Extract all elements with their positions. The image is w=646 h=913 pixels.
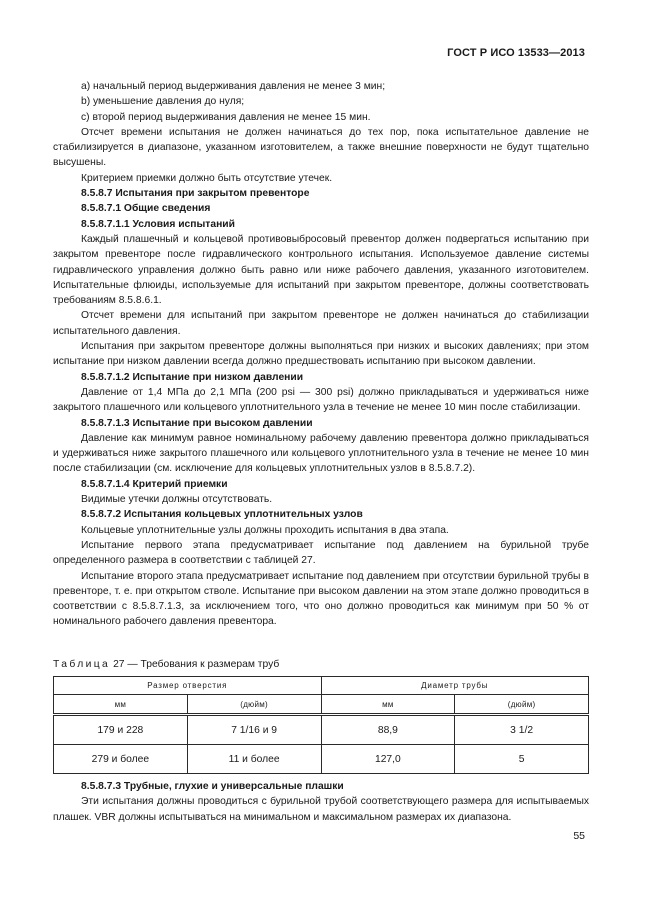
paragraph: Отсчет времени для испытаний при закрытом превенторе не должен начинаться до стабилизации испытательного давления. — [53, 310, 589, 337]
after-table-text — [53, 779, 589, 825]
list-item-c: с) второй период выдерживания давления не менее 15 мин. — [81, 111, 371, 123]
table-cell: 3 1/2 — [455, 715, 589, 745]
table-cell: 5 — [455, 745, 589, 774]
section-heading: 8.5.8.7.1.3 Испытание при высоком давлении — [81, 417, 313, 429]
pipe-size-table — [53, 676, 589, 774]
paragraph: Давление от 1,4 МПа до 2,1 МПа (200 psi — 300 psi) должно прикладываться и удерживаться ниже закрытого плашечного или кольцевого уплотнительного узла в течение не менее 10 мин после стабилизации. — [53, 386, 589, 414]
table-cell: 127,0 — [321, 745, 455, 774]
table-row — [54, 745, 589, 774]
paragraph: Кольцевые уплотнительные узлы должны проходить испытания в два этапа. — [81, 524, 449, 536]
paragraph: Испытание второго этапа предусматривает испытание под давлением при отсутствии бурильной трубы в превенторе, т. е. при открытом стволе. Испытание при высоком давлении на этом этапе должно проводиться в соответствии с 8.5.8.7.1.3, за исключением того, что оно должно проводиться как минимум при 50 % от номинального рабочего давления превентора. — [53, 570, 589, 628]
document-header: ГОСТ Р ИСО 13533—2013 — [447, 47, 585, 59]
table-column-header: (дюйм) — [455, 695, 589, 715]
table-row — [54, 715, 589, 745]
section-heading: 8.5.8.7.1.1 Условия испытаний — [81, 218, 235, 230]
table-column-header: мм — [321, 695, 455, 715]
section-heading: 8.5.8.7 Испытания при закрытом превенторе — [81, 188, 310, 200]
table-cell: 279 и более — [54, 745, 188, 774]
table-group-header: Размер отверстия — [54, 677, 322, 695]
section-heading: 8.5.8.7.3 Трубные, глухие и универсальные плашки — [81, 781, 344, 792]
main-text — [53, 79, 589, 630]
table-cell: 179 и 228 — [54, 715, 188, 745]
table-caption-text: 27 — Требования к размерам труб — [113, 659, 280, 670]
list-item-b: b) уменьшение давления до нуля; — [81, 96, 245, 108]
paragraph: Испытание первого этапа предусматривает испытание под давлением на бурильной трубе определенного размера в соответствии с таблицей 27. — [53, 539, 589, 567]
section-heading: 8.5.8.7.1.2 Испытание при низком давлении — [81, 371, 304, 383]
paragraph: Каждый плашечный и кольцевой противовыбросовый превентор должен подвергаться испытанию при закрытом превенторе после гидравлического контрольного испытания. Используемое давление системы гидравлического управления должно быть равно или ниже рабочего давления, указанного изготовителем. Испытательные флюиды, используемые для испытаний при закрытом превенторе, должны соответствовать требованиям 8.5.8.6.1. — [53, 233, 589, 307]
section-heading: 8.5.8.7.1 Общие сведения — [81, 203, 211, 215]
table-cell: 11 и более — [187, 745, 321, 774]
paragraph: Давление как минимум равное номинальному рабочему давлению превентора должно прикладываться и удерживаться ниже закрытого плашечного или кольцевого уплотнительного узла в течение не менее 10 мин после стабилизации (см. исключение для кольцевых уплотнительных узлов в 8.5.8.7.2). — [53, 432, 589, 475]
section-heading: 8.5.8.7.1.4 Критерий приемки — [81, 478, 228, 490]
paragraph: Видимые утечки должны отсутствовать. — [81, 494, 273, 506]
table-cell: 88,9 — [321, 715, 455, 745]
table-group-header: Диаметр трубы — [321, 677, 589, 695]
page-number: 55 — [573, 830, 585, 842]
table-column-header: (дюйм) — [187, 695, 321, 715]
section-heading: 8.5.8.7.2 Испытания кольцевых уплотнительных узлов — [81, 509, 363, 521]
list-item-a: а) начальный период выдерживания давления не менее 3 мин; — [81, 81, 386, 92]
table-caption — [53, 659, 279, 670]
table-cell: 7 1/16 и 9 — [187, 715, 321, 745]
paragraph: Критерием приемки должно быть отсутствие утечек. — [81, 172, 333, 184]
paragraph: Отсчет времени испытания не должен начинаться до тех пор, пока испытательное давление не стабилизируется в диапазоне, указанном изготовителем, а также внешние поверхности не будут тщательно высушены. — [53, 126, 589, 169]
table-column-header: мм — [54, 695, 188, 715]
table-caption-label: Таблица — [53, 659, 111, 670]
paragraph: Эти испытания должны проводиться с бурильной трубой соответствующего размера для испытываемых плашек. VBR должны испытываться на минимальном и максимальном размерах их диапазона. — [53, 796, 589, 823]
paragraph: Испытания при закрытом превенторе должны выполняться при низких и высоких давлениях; при этом испытание при низком давлении всегда должно предшествовать испытанию при высоком давлении. — [53, 341, 589, 368]
